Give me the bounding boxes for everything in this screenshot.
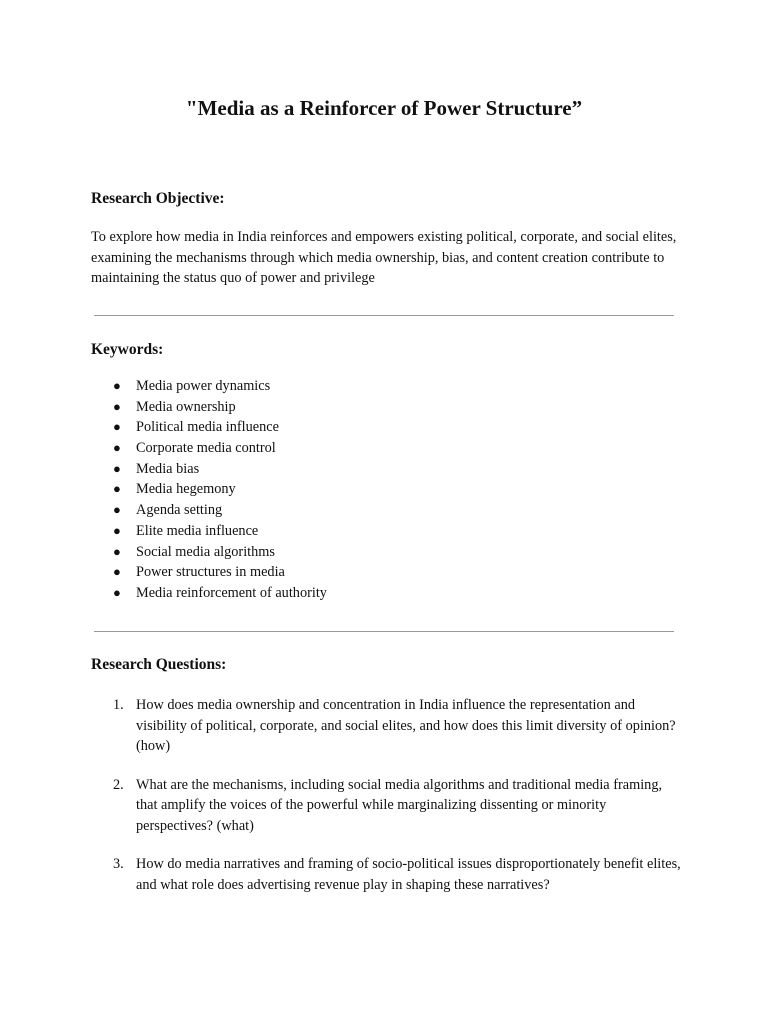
keyword-text: Media bias bbox=[136, 460, 200, 477]
keyword-item bbox=[91, 583, 327, 604]
keyword-text: Media ownership bbox=[136, 398, 236, 415]
keyword-item bbox=[91, 562, 327, 583]
keyword-text: Agenda setting bbox=[136, 502, 223, 519]
keyword-text: Media reinforcement of authority bbox=[136, 584, 327, 601]
keyword-item bbox=[91, 521, 327, 542]
keyword-text: Political media influence bbox=[136, 419, 279, 436]
keywords-list bbox=[91, 376, 327, 604]
question-item bbox=[91, 695, 681, 757]
question-text: How does media ownership and concentration in India influence the representation and visibility of political, corporate, and social elites, and how does this limit diversity of opinion? (how) bbox=[136, 697, 676, 754]
bullet-icon: ● bbox=[113, 584, 121, 600]
keywords-heading: Keywords: bbox=[91, 341, 164, 358]
bullet-icon: ● bbox=[113, 440, 121, 456]
keyword-item bbox=[91, 376, 327, 397]
keyword-text: Media power dynamics bbox=[136, 378, 271, 394]
keyword-item bbox=[91, 417, 327, 438]
keyword-item bbox=[91, 438, 327, 459]
question-text: What are the mechanisms, including social media algorithms and traditional media framing, that amplify the voices of the powerful while marginalizing dissenting or minority perspectives? (what) bbox=[136, 776, 663, 834]
bullet-icon: ● bbox=[113, 502, 121, 518]
question-item bbox=[91, 854, 681, 895]
research-objective-heading: Research Objective: bbox=[91, 190, 225, 207]
keyword-text: Social media algorithms bbox=[136, 543, 275, 560]
bullet-icon: ● bbox=[113, 564, 121, 580]
research-objective-text: To explore how media in India reinforces and empowers existing political, corporate, and social elites, examining the mechanisms through which media ownership, bias, and content creation contribute to maintaining the status quo of power and privilege bbox=[91, 229, 677, 286]
keyword-item bbox=[91, 500, 327, 521]
keyword-text: Power structures in media bbox=[136, 564, 285, 581]
question-number: 2. bbox=[113, 776, 124, 793]
document-title: "Media as a Reinforcer of Power Structure” bbox=[185, 96, 583, 120]
section-divider bbox=[94, 631, 674, 632]
research-questions-list bbox=[91, 695, 681, 913]
bullet-icon: ● bbox=[113, 378, 121, 393]
question-number: 1. bbox=[113, 697, 124, 713]
keyword-text: Media hegemony bbox=[136, 481, 236, 498]
question-text: How do media narratives and framing of socio-political issues disproportionately benefit elites, and what role does advertising revenue play in shaping these narratives? bbox=[136, 856, 681, 893]
keyword-item bbox=[91, 479, 327, 500]
keyword-item bbox=[91, 459, 327, 480]
bullet-icon: ● bbox=[113, 481, 121, 497]
research-questions-heading: Research Questions: bbox=[91, 656, 227, 673]
bullet-icon: ● bbox=[113, 543, 121, 559]
bullet-icon: ● bbox=[113, 522, 121, 538]
keyword-item bbox=[91, 542, 327, 563]
bullet-icon: ● bbox=[113, 460, 121, 476]
section-divider bbox=[94, 315, 674, 316]
bullet-icon: ● bbox=[113, 398, 121, 414]
question-number: 3. bbox=[113, 856, 124, 872]
question-item bbox=[91, 775, 681, 837]
keyword-item bbox=[91, 397, 327, 418]
bullet-icon: ● bbox=[113, 419, 121, 435]
keyword-text: Corporate media control bbox=[136, 440, 276, 457]
keyword-text: Elite media influence bbox=[136, 522, 259, 539]
